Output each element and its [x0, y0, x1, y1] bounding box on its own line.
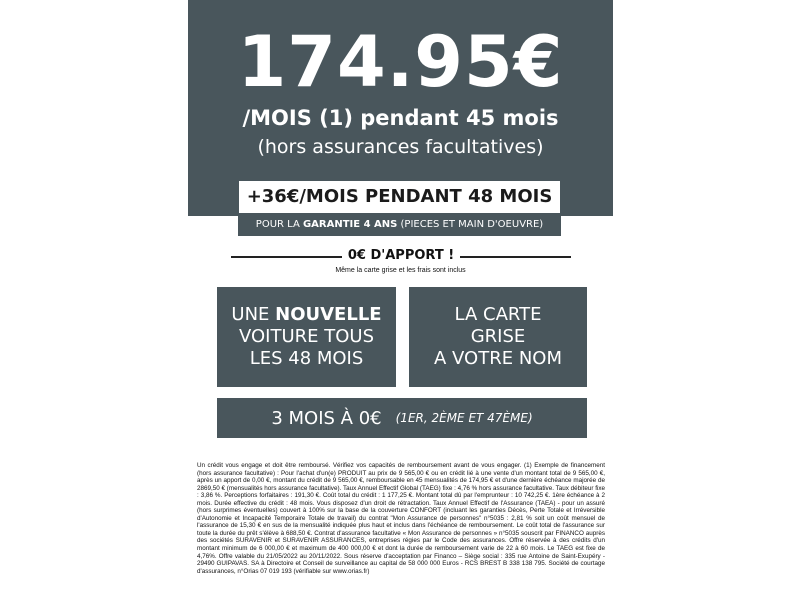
new-car-line1b: NOUVELLE: [275, 304, 382, 325]
new-car-line2: VOITURE TOUS: [238, 326, 374, 347]
insurance-note: (hors assurances facultatives): [257, 136, 544, 158]
registration-card: [409, 287, 587, 387]
registration-line1: LA CARTE: [454, 304, 542, 325]
new-car-line3: LES 48 MOIS: [249, 348, 364, 369]
monthly-price: 174.95€: [237, 21, 564, 103]
legal-disclaimer: Un crédit vous engage et doit être remboursé. Vérifiez vos capacités de remboursement avant de vous engager. (1) Exemple de financement (hors assurance facultative) : Pour l'achat d'un(e) PRODUIT au prix de 9 565,00 € ou en crédit lié à une vente d'un montant total de 9 565,00 €, après un apport de 0,00 €, montant du crédit de 9 565,00 €, remboursable en 45 mensualités de 174,95 € et d'une dernière échéance majorée de 2869,50 € (mensualités hors assurance facultative). Taux Annuel Effectif Global (TAEG) fixe : 4,76 % hors assurance facultative. Taux débiteur fixe : 3,86 %. Perceptions forfaitaires : 191,30 €. Coût total du crédit : 1 177,25 €. Montant total dû par l'emprunteur : 10 742,25 €. 1ère échéance à 2 mois. Durée effective du crédit : 48 mois. Vous disposez d'un droit de rétractation. Taux Annuel Effectif de l'Assurance (TAEA) - pour un assuré (hors surprimes éventuelles) couvert à 100% sur la base de la couverture CONFORT (incluant les garanties Décès, Perte Totale et Irréversible d'Autonomie et Incapacité Temporaire Totale de travail) du contrat "Mon Assurance de personnes" n°5035 : 2,81 % soit un coût mensuel de l'assurance de 15,30 € en sus de la mensualité indiquée plus haut et inclus dans l'échéance de remboursement. Le coût total de l'assurance sur toute la durée du prêt s'élève à 688,50 €. Contrat d'assurance facultative « Mon Assurance de personnes » n°5035 souscrit par FINANCO auprès des sociétés SURAVENIR et SURAVENIR ASSURANCES, entreprises régies par le Code des assurances. Offre réservée à des crédits d'un montant minimum de 6 000,00 € et maximum de 400 000,00 € et dont la durée de remboursement varie de 22 à 60 mois. Le TAEG est fixe de 4,76%. Offre valable du 21/05/2022 au 20/11/2022. Sous réserve d'acceptation par Financo – Siège social : 335 rue Antoine de Saint-Exupéry - 29490 GUIPAVAS. SA à Directoire et Conseil de surveillance au capital de 58 000 000 Euros - RCS BREST B 338 138 795. Société de courtage d'assurances, n°Orias 07 019 193 (vérifiable sur www.orias.fr): [197, 462, 605, 575]
zero-down-title: 0€ D'APPORT !: [342, 248, 460, 263]
warranty-note: [238, 214, 561, 236]
free-months-band: [217, 398, 587, 438]
new-car-line1a: UNE: [231, 304, 276, 325]
free-months-detail: (1ER, 2ÈME ET 47ÈME): [395, 411, 533, 425]
registration-line2: GRISE: [470, 326, 526, 347]
zero-down-subtitle: Même la carte grise et les frais sont inclus: [335, 267, 466, 274]
warranty-suffix: (PIECES ET MAIN D'OEUVRE): [397, 219, 544, 230]
free-months-title: 3 MOIS À 0€: [271, 407, 382, 429]
per-month-duration: /MOIS (1) pendant 45 mois: [242, 106, 559, 130]
warranty-surcharge-box: +36€/MOIS PENDANT 48 MOIS: [238, 180, 561, 214]
warranty-bold: GARANTIE 4 ANS: [302, 219, 398, 230]
zero-down-heading: [231, 246, 571, 266]
new-car-card: [217, 287, 396, 387]
warranty-prefix: POUR LA: [255, 219, 303, 230]
offer-poster: [188, 0, 613, 600]
registration-line3: A VOTRE NOM: [434, 348, 562, 369]
